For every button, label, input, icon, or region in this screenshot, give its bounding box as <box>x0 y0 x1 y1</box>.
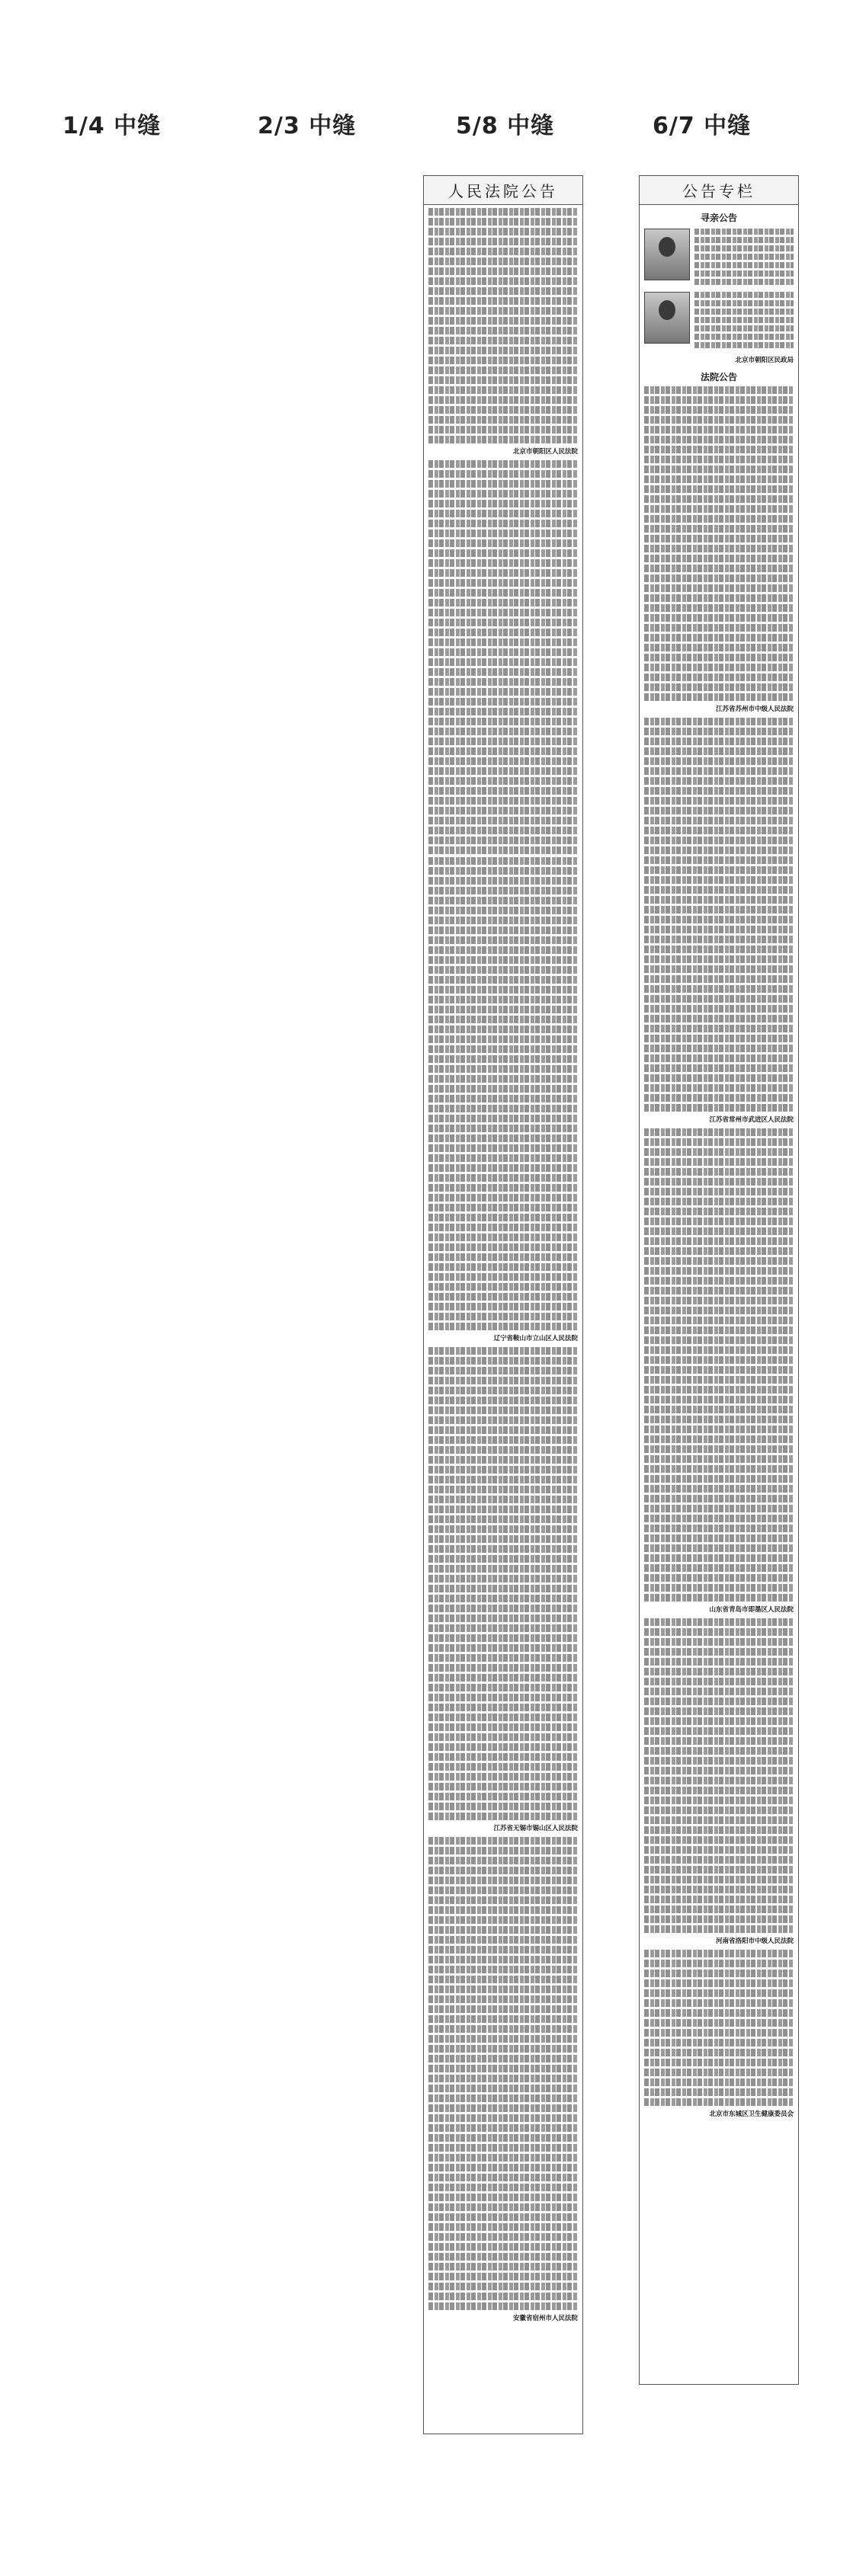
notice-signature-5: 北京市东城区卫生健康委员会 <box>709 2110 794 2118</box>
court-signature-3: 江苏省无锡市锡山区人民法院 <box>493 1825 578 1832</box>
section-label-2-3: 2/3 中缝 <box>258 113 357 139</box>
missing-person-photo <box>644 292 690 344</box>
notice-board-column <box>639 175 799 2385</box>
notice-body-5 <box>644 1950 794 2106</box>
court-notice-body-5 <box>428 1837 578 2310</box>
missing-person-description <box>694 229 794 287</box>
section-label-5-8: 5/8 中缝 <box>456 113 555 139</box>
notice-board-title: 公告专栏 <box>640 176 798 205</box>
section-label-6-7: 6/7 中缝 <box>653 113 752 139</box>
missing-person-entry-2 <box>644 292 794 350</box>
notice-body-3 <box>644 1128 794 1602</box>
missing-person-heading: 寻亲公告 <box>700 213 737 223</box>
section-label-1-4: 1/4 中缝 <box>63 113 162 139</box>
notice-signature-4: 河南省洛阳市中级人民法院 <box>715 1938 794 1945</box>
court-notice-body-3 <box>428 857 578 1330</box>
missing-person-photo <box>644 229 690 280</box>
court-notice-column <box>423 175 583 2434</box>
court-notice-body-4 <box>428 1347 578 1820</box>
notice-body-1 <box>644 386 794 701</box>
court-notice-body-2 <box>428 460 578 854</box>
missing-person-description <box>694 292 794 350</box>
notice-body-4 <box>644 1618 794 1933</box>
notice-signature-1: 江苏省苏州市中级人民法院 <box>715 706 794 713</box>
court-signature-2: 辽宁省鞍山市立山区人民法院 <box>493 1335 578 1342</box>
missing-person-entry-1 <box>644 229 794 287</box>
court-signature-1: 北京市朝阳区人民法院 <box>512 448 578 456</box>
notice-signature-2: 江苏省常州市武进区人民法院 <box>709 1116 794 1124</box>
court-notice-body-1 <box>428 208 578 443</box>
missing-person-signature: 北京市朝阳区民政局 <box>735 357 794 364</box>
court-notice-title: 人民法院公告 <box>424 176 582 205</box>
notice-body-2 <box>644 718 794 1112</box>
notice-signature-3: 山东省青岛市即墨区人民法院 <box>709 1606 794 1614</box>
court-notice-heading: 法院公告 <box>700 372 737 382</box>
court-signature-4: 安徽省宿州市人民法院 <box>512 2315 578 2322</box>
